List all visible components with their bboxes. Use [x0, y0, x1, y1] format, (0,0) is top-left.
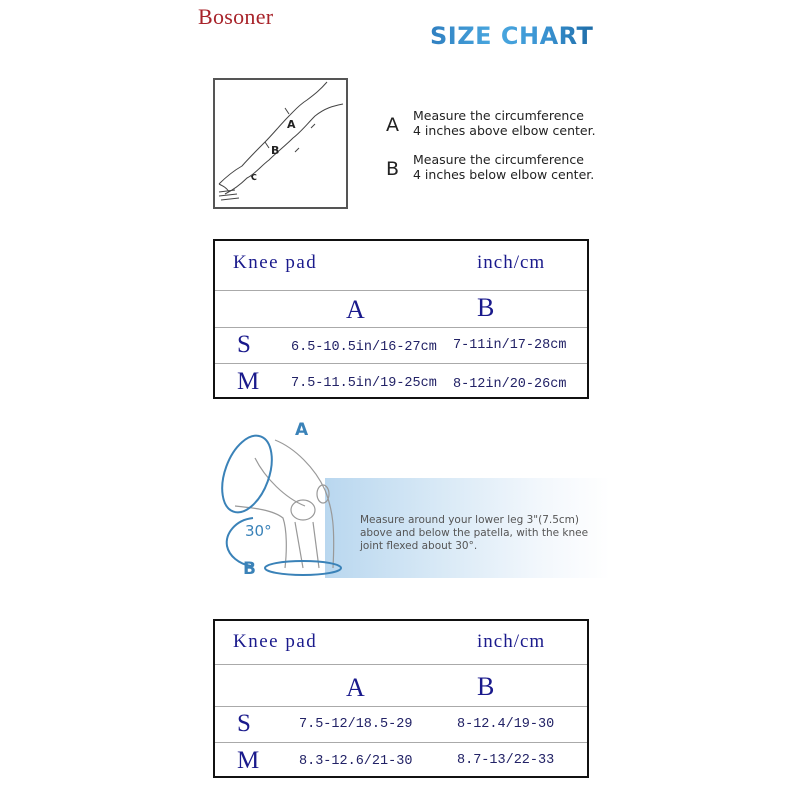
column-a-header: A	[346, 673, 365, 702]
value-b: 8.7-13/22-33	[457, 753, 555, 768]
size-label: M	[237, 368, 260, 395]
arm-illustration	[215, 80, 346, 207]
value-a: 6.5-10.5in/16-27cm	[291, 340, 437, 355]
arm-label-b: B	[271, 144, 280, 157]
arm-diagram	[213, 78, 348, 209]
table-column-row	[215, 290, 587, 328]
arm-label-c: C	[251, 173, 257, 182]
knee-instruction-line: joint flexed about 30°.	[360, 540, 478, 552]
column-b-header: B	[477, 672, 495, 701]
knee-label-b: B	[243, 559, 256, 579]
knee-angle-label: 30°	[245, 522, 272, 540]
knee-diagram	[195, 418, 610, 588]
value-a: 8.3-12.6/21-30	[299, 754, 413, 769]
knee-instruction-line: above and below the patella, with the knee	[360, 527, 589, 539]
instruction-letter: A	[386, 114, 399, 136]
size-label: M	[237, 747, 260, 774]
size-table-2	[213, 619, 589, 778]
table-row	[215, 742, 587, 777]
value-b: 7-11in/17-28cm	[453, 338, 567, 353]
table-column-row	[215, 664, 587, 707]
measure-ring-a	[213, 429, 282, 519]
arm-label-a: A	[287, 118, 296, 131]
table-name: Knee pad	[233, 631, 318, 652]
value-a: 7.5-11.5in/19-25cm	[291, 376, 437, 391]
instruction-line: Measure the circumference	[413, 152, 584, 167]
column-a-header: A	[346, 295, 365, 324]
value-b: 8-12in/20-26cm	[453, 377, 567, 392]
knee-label-a: A	[295, 420, 309, 440]
table-row	[215, 706, 587, 743]
knee-illustration	[195, 418, 365, 588]
page-title: SIZE CHART	[430, 22, 594, 50]
table-header-row	[215, 621, 587, 664]
size-label: S	[237, 710, 251, 737]
table-row	[215, 327, 587, 364]
instruction-line: 4 inches below elbow center.	[413, 167, 595, 182]
value-a: 7.5-12/18.5-29	[299, 717, 413, 732]
table-unit: inch/cm	[477, 252, 546, 273]
table-name: Knee pad	[233, 252, 318, 273]
table-unit: inch/cm	[477, 631, 546, 652]
size-label: S	[237, 331, 251, 358]
brand-logo-text: Bosoner	[198, 4, 274, 29]
knee-instructions	[360, 514, 588, 553]
instruction-line: Measure the circumference	[413, 108, 584, 123]
knee-instruction-line: Measure around your lower leg 3"(7.5cm)	[360, 514, 579, 526]
value-b: 8-12.4/19-30	[457, 717, 555, 732]
instruction-line: 4 inches above elbow center.	[413, 123, 596, 138]
table-header-row	[215, 241, 587, 290]
instruction-letter: B	[386, 158, 400, 180]
table-row	[215, 363, 587, 398]
column-b-header: B	[477, 293, 495, 322]
size-table-1	[213, 239, 589, 399]
